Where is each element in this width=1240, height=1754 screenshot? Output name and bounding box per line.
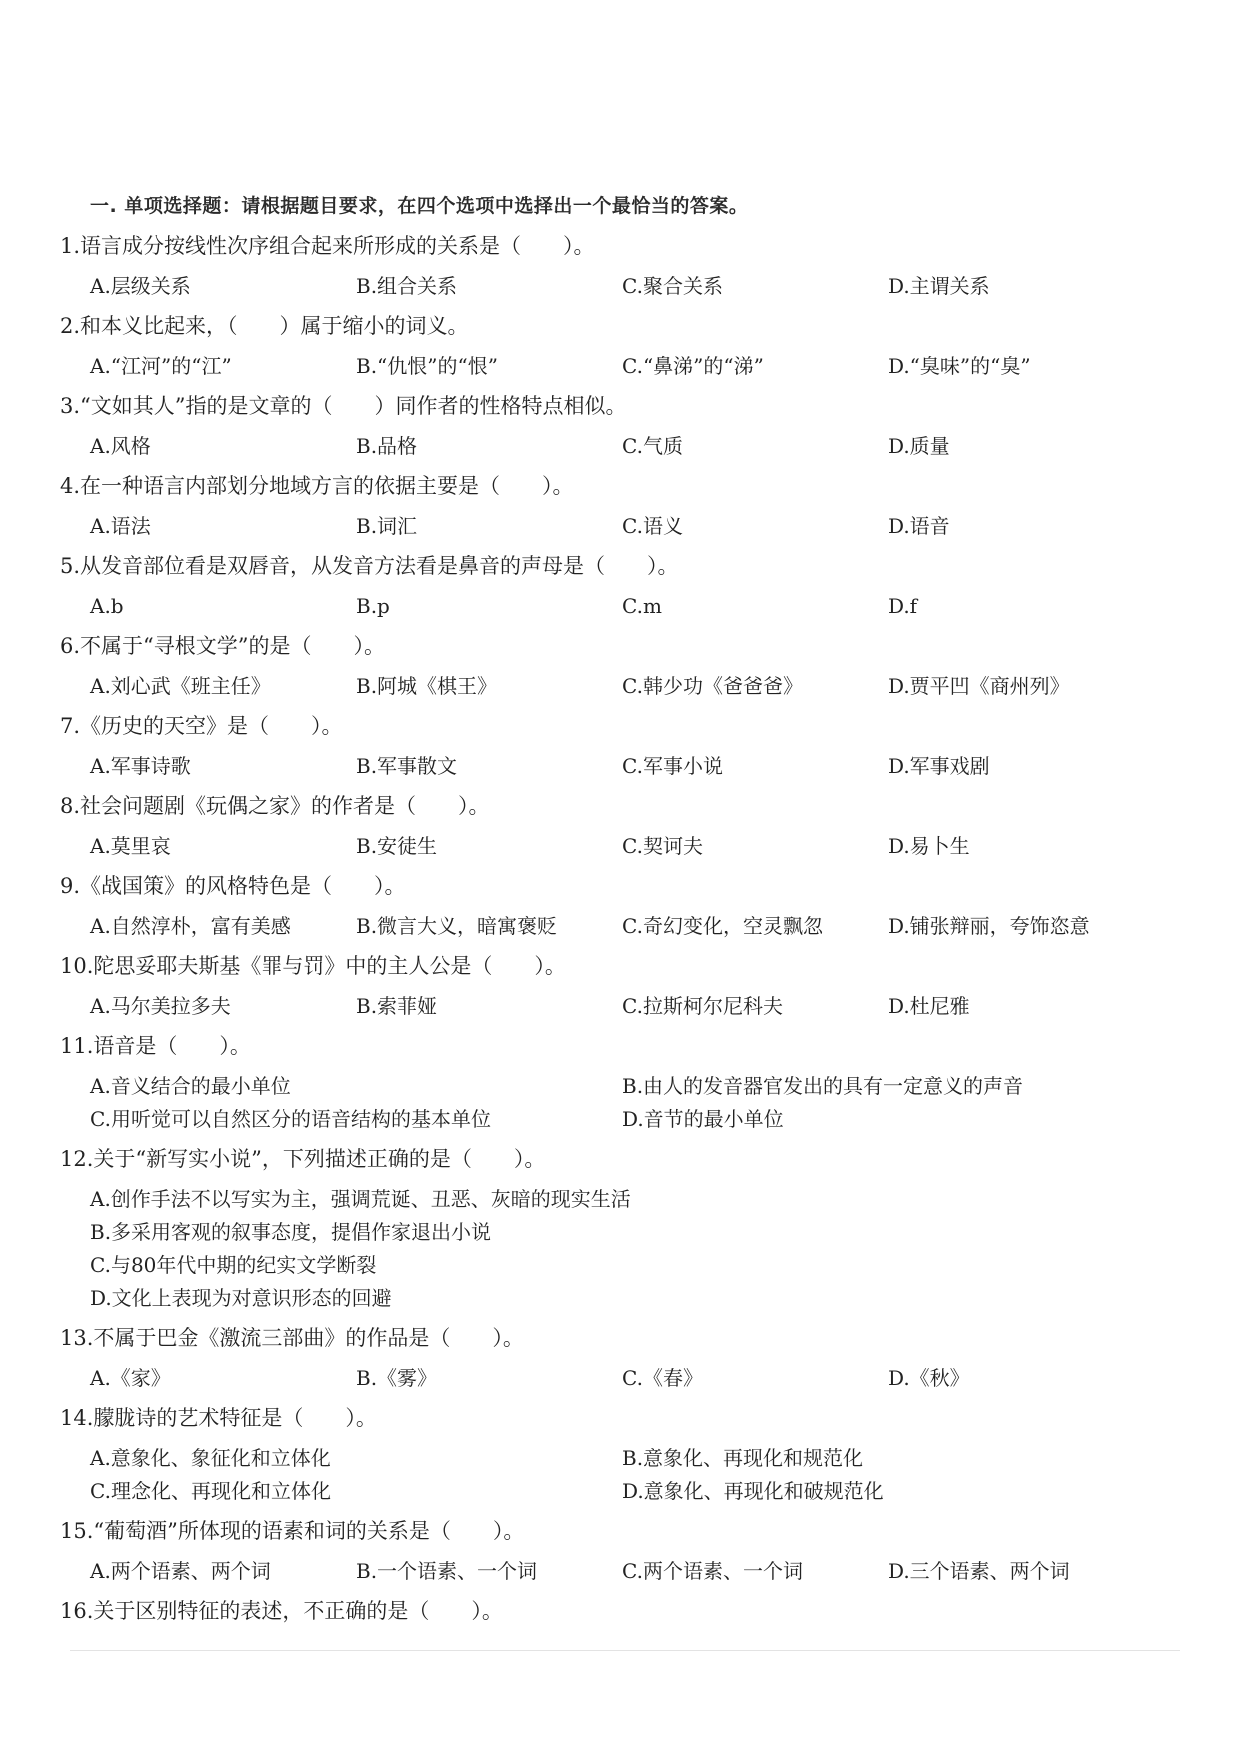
answer-option: D.语音 — [888, 514, 950, 538]
options-group — [90, 346, 1180, 386]
answer-option: D.三个语素、两个词 — [888, 1559, 1070, 1583]
options-group — [90, 1179, 1180, 1318]
answer-option: C.拉斯柯尔尼科夫 — [622, 994, 783, 1018]
options-group — [90, 1066, 1180, 1139]
answer-option: B.安徒生 — [356, 834, 438, 858]
answer-option: A.马尔美拉多夫 — [90, 994, 231, 1018]
answer-option: A.莫里哀 — [90, 834, 171, 858]
answer-option: C.“鼻涕”的“涕” — [622, 354, 764, 378]
answer-option: A.意象化、象征化和立体化 — [90, 1446, 331, 1470]
answer-option: C.契诃夫 — [622, 834, 703, 858]
answer-option: B.意象化、再现化和规范化 — [622, 1446, 864, 1470]
answer-option: D.f — [888, 594, 918, 618]
options-group — [90, 906, 1180, 946]
answer-option: A.语法 — [90, 514, 151, 538]
answer-option: C.语义 — [622, 514, 683, 538]
options-group — [90, 986, 1180, 1026]
answer-option: C.军事小说 — [622, 754, 723, 778]
answer-option: C.《春》 — [622, 1366, 703, 1390]
answer-option: B.阿城《棋王》 — [356, 674, 498, 698]
question-stem: 14.朦胧诗的艺术特征是（ ）。 — [60, 1406, 377, 1430]
question-stem: 3.“文如其人”指的是文章的（ ）同作者的性格特点相似。 — [60, 394, 627, 418]
options-group — [90, 1551, 1180, 1591]
answer-option: A.层级关系 — [90, 274, 191, 298]
question-stem: 11.语音是（ ）。 — [60, 1034, 251, 1058]
answer-option: D.杜尼雅 — [888, 994, 970, 1018]
answer-option: A.刘心武《班主任》 — [90, 674, 271, 698]
options-group — [90, 666, 1180, 706]
answer-option: B.由人的发音器官发出的具有一定意义的声音 — [622, 1074, 1024, 1098]
answer-option: C.m — [622, 594, 662, 618]
question-stem: 12.关于“新写实小说”，下列描述正确的是（ ）。 — [60, 1147, 546, 1171]
question-stem: 1.语言成分按线性次序组合起来所形成的关系是（ ）。 — [60, 234, 595, 258]
answer-option: D.意象化、再现化和破规范化 — [622, 1479, 884, 1503]
answer-option: D.音节的最小单位 — [622, 1107, 784, 1131]
answer-option: B.“仇恨”的“恨” — [356, 354, 498, 378]
answer-option: C.气质 — [622, 434, 683, 458]
options-group — [90, 826, 1180, 866]
answer-option: C.与80年代中期的纪实文学断裂 — [90, 1253, 377, 1277]
options-group — [90, 586, 1180, 626]
answer-option: B.军事散文 — [356, 754, 458, 778]
answer-option: B.《雾》 — [356, 1366, 438, 1390]
answer-option: A.军事诗歌 — [90, 754, 191, 778]
answer-option: C.理念化、再现化和立体化 — [90, 1479, 331, 1503]
question-stem: 2.和本义比起来，（ ）属于缩小的词义。 — [60, 314, 469, 338]
answer-option: A.两个语素、两个词 — [90, 1559, 271, 1583]
question-stem: 10.陀思妥耶夫斯基《罪与罚》中的主人公是（ ）。 — [60, 954, 566, 978]
answer-option: B.品格 — [356, 434, 418, 458]
question-stem: 15.“葡萄酒”所体现的语素和词的关系是（ ）。 — [60, 1519, 525, 1543]
question-stem: 5.从发音部位看是双唇音，从发音方法看是鼻音的声母是（ ）。 — [60, 554, 679, 578]
answer-option: D.铺张辩丽，夸饰恣意 — [888, 914, 1090, 938]
options-group — [90, 1358, 1180, 1398]
bottom-divider — [70, 1650, 1180, 1651]
question-stem: 9.《战国策》的风格特色是（ ）。 — [60, 874, 406, 898]
answer-option: B.p — [356, 594, 390, 618]
question-stem: 16.关于区别特征的表述，不正确的是（ ）。 — [60, 1599, 503, 1623]
options-group — [90, 746, 1180, 786]
options-group — [90, 1438, 1180, 1511]
options-group — [90, 506, 1180, 546]
answer-option: C.奇幻变化，空灵飘忽 — [622, 914, 823, 938]
question-stem: 4.在一种语言内部划分地域方言的依据主要是（ ）。 — [60, 474, 574, 498]
answer-option: D.易卜生 — [888, 834, 970, 858]
answer-option: A.《家》 — [90, 1366, 171, 1390]
section-title: 一. 单项选择题：请根据题目要求，在四个选项中选择出一个最恰当的答案。 — [90, 195, 749, 217]
answer-option: B.多采用客观的叙事态度，提倡作家退出小说 — [90, 1220, 492, 1244]
answer-option: A.“江河”的“江” — [90, 354, 232, 378]
question-stem: 13.不属于巴金《激流三部曲》的作品是（ ）。 — [60, 1326, 524, 1350]
answer-option: D.质量 — [888, 434, 950, 458]
answer-option: D.《秋》 — [888, 1366, 970, 1390]
question-stem: 7.《历史的天空》是（ ）。 — [60, 714, 343, 738]
answer-option: D.军事戏剧 — [888, 754, 990, 778]
answer-option: A.b — [90, 594, 124, 618]
answer-option: C.用听觉可以自然区分的语音结构的基本单位 — [90, 1107, 491, 1131]
answer-option: A.创作手法不以写实为主，强调荒诞、丑恶、灰暗的现实生活 — [90, 1187, 631, 1211]
question-stem: 8.社会问题剧《玩偶之家》的作者是（ ）。 — [60, 794, 490, 818]
answer-option: B.索菲娅 — [356, 994, 438, 1018]
answer-option: B.一个语素、一个词 — [356, 1559, 538, 1583]
answer-option: D.主谓关系 — [888, 274, 990, 298]
answer-option: C.聚合关系 — [622, 274, 723, 298]
options-group — [90, 266, 1180, 306]
answer-option: B.组合关系 — [356, 274, 458, 298]
answer-option: A.自然淳朴，富有美感 — [90, 914, 291, 938]
answer-option: C.两个语素、一个词 — [622, 1559, 803, 1583]
answer-option: B.微言大义，暗寓褒贬 — [356, 914, 558, 938]
answer-option: D.“臭味”的“臭” — [888, 354, 1031, 378]
answer-option: A.音义结合的最小单位 — [90, 1074, 291, 1098]
answer-option: D.贾平凹《商州列》 — [888, 674, 1070, 698]
question-list — [60, 186, 1180, 1631]
answer-option: D.文化上表现为对意识形态的回避 — [90, 1286, 392, 1310]
answer-option: A.风格 — [90, 434, 151, 458]
answer-option: C.韩少功《爸爸爸》 — [622, 674, 803, 698]
answer-option: B.词汇 — [356, 514, 418, 538]
options-group — [90, 426, 1180, 466]
question-stem: 6.不属于“寻根文学”的是（ ）。 — [60, 634, 386, 658]
